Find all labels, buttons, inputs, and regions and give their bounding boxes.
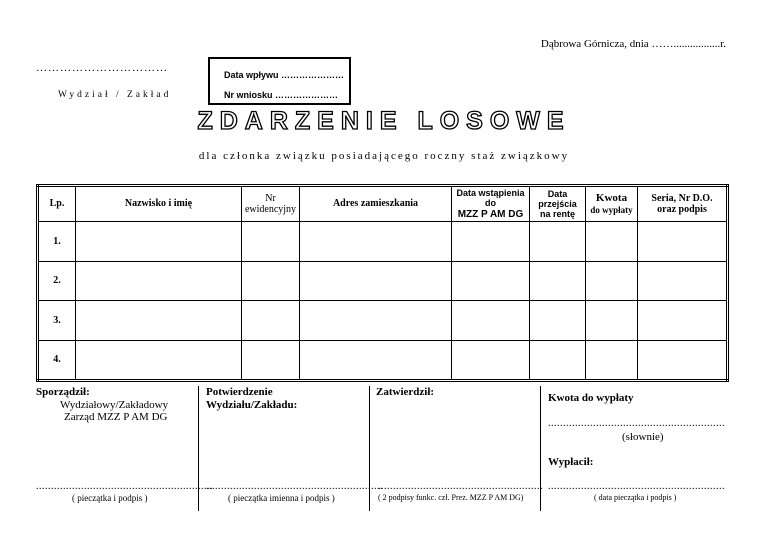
confirm-line2: Wydziału/Zakładu: <box>206 398 298 411</box>
approved-label: Zatwierdził: <box>376 386 435 398</box>
table-row <box>38 222 728 261</box>
cell-join-date[interactable] <box>452 222 530 261</box>
header-number: Nr ewidencyjny <box>242 186 300 222</box>
form-subtitle: dla członka związku posiadającego roczny staż związkowy <box>198 150 570 162</box>
words-caption: (słownie) <box>622 431 664 443</box>
confirm-line1: Potwierdzenie <box>206 386 273 398</box>
cell-pension-date[interactable] <box>530 222 586 261</box>
header-amount: Kwota do wypłaty <box>586 186 638 222</box>
members-table <box>36 184 729 382</box>
table-row <box>38 340 728 380</box>
prepared-label: Sporządził: <box>36 386 90 398</box>
cell-id-signature[interactable] <box>638 261 728 300</box>
cell-address[interactable] <box>300 301 452 340</box>
confirmation-block <box>206 386 383 511</box>
paid-caption: ( data pieczątka i podpis ) <box>594 493 677 502</box>
cell-address[interactable] <box>300 340 452 380</box>
row-number: 1. <box>38 222 76 261</box>
cell-pension-date[interactable] <box>530 301 586 340</box>
cell-number[interactable] <box>242 301 300 340</box>
header-id-signature: Seria, Nr D.O. oraz podpis <box>638 186 728 222</box>
place-date: Dąbrowa Górnicza, dnia …….................r. <box>540 38 726 50</box>
row-number: 2. <box>38 261 76 300</box>
cell-number[interactable] <box>242 261 300 300</box>
cell-join-date[interactable] <box>452 261 530 300</box>
prepared-by-block <box>36 386 213 511</box>
stamp-application-number: Nr wniosku ………………… <box>224 90 339 100</box>
cell-id-signature[interactable] <box>638 301 728 340</box>
table-header-row <box>38 186 728 222</box>
registration-stamp-box <box>208 57 351 105</box>
cell-number[interactable] <box>242 340 300 380</box>
prepared-line2: Wydziałowy/Zakładowy <box>60 398 169 411</box>
header-join-date: Data wstąpienia do MZZ P AM DG <box>452 186 530 222</box>
prepared-line3: Zarząd MZZ P AM DG <box>64 411 168 424</box>
header-name: Nazwisko i imię <box>76 186 242 222</box>
header-lp: Lp. <box>38 186 76 222</box>
prepared-signature-line[interactable]: ........................................................... <box>36 481 213 492</box>
cell-name[interactable] <box>76 222 242 261</box>
cell-amount[interactable] <box>586 222 638 261</box>
header-pension-date: Data przejścia na rentę <box>530 186 586 222</box>
approval-caption: ( 2 podpisy funkc. czł. Prez. MZZ P AM DG) <box>378 493 524 502</box>
confirm-caption: ( pieczątka imienna i podpis ) <box>228 493 335 503</box>
cell-name[interactable] <box>76 340 242 380</box>
cell-number[interactable] <box>242 222 300 261</box>
cell-id-signature[interactable] <box>638 222 728 261</box>
cell-address[interactable] <box>300 222 452 261</box>
cell-pension-date[interactable] <box>530 340 586 380</box>
header-address: Adres zamieszkania <box>300 186 452 222</box>
cell-name[interactable] <box>76 301 242 340</box>
department-label: Wydział / Zakład <box>58 90 172 100</box>
amount-label: Kwota do wypłaty <box>548 392 634 404</box>
stamp-received-date: Data wpływu ………………… <box>224 70 345 80</box>
payment-block <box>548 386 726 511</box>
approval-signature-line[interactable]: ....................................................... <box>378 481 543 492</box>
cell-address[interactable] <box>300 261 452 300</box>
prepared-caption: ( pieczątka i podpis ) <box>72 493 148 503</box>
cell-join-date[interactable] <box>452 340 530 380</box>
paid-signature-line[interactable]: ........................................................... <box>548 481 725 492</box>
signature-section <box>36 386 726 511</box>
department-dots: …………………………… <box>36 62 168 74</box>
cell-name[interactable] <box>76 261 242 300</box>
row-number: 4. <box>38 340 76 380</box>
table-row <box>38 261 728 300</box>
paid-label: Wypłacił: <box>548 456 594 468</box>
approval-block <box>376 386 543 511</box>
cell-id-signature[interactable] <box>638 340 728 380</box>
cell-join-date[interactable] <box>452 301 530 340</box>
row-number: 3. <box>38 301 76 340</box>
cell-pension-date[interactable] <box>530 261 586 300</box>
amount-words-line[interactable]: ........................................................... <box>548 418 725 429</box>
table-row <box>38 301 728 340</box>
confirm-signature-line[interactable]: ........................................................... <box>206 481 383 492</box>
cell-amount[interactable] <box>586 301 638 340</box>
cell-amount[interactable] <box>586 340 638 380</box>
form-title: ZDARZENIE LOSOWE <box>197 107 571 135</box>
cell-amount[interactable] <box>586 261 638 300</box>
